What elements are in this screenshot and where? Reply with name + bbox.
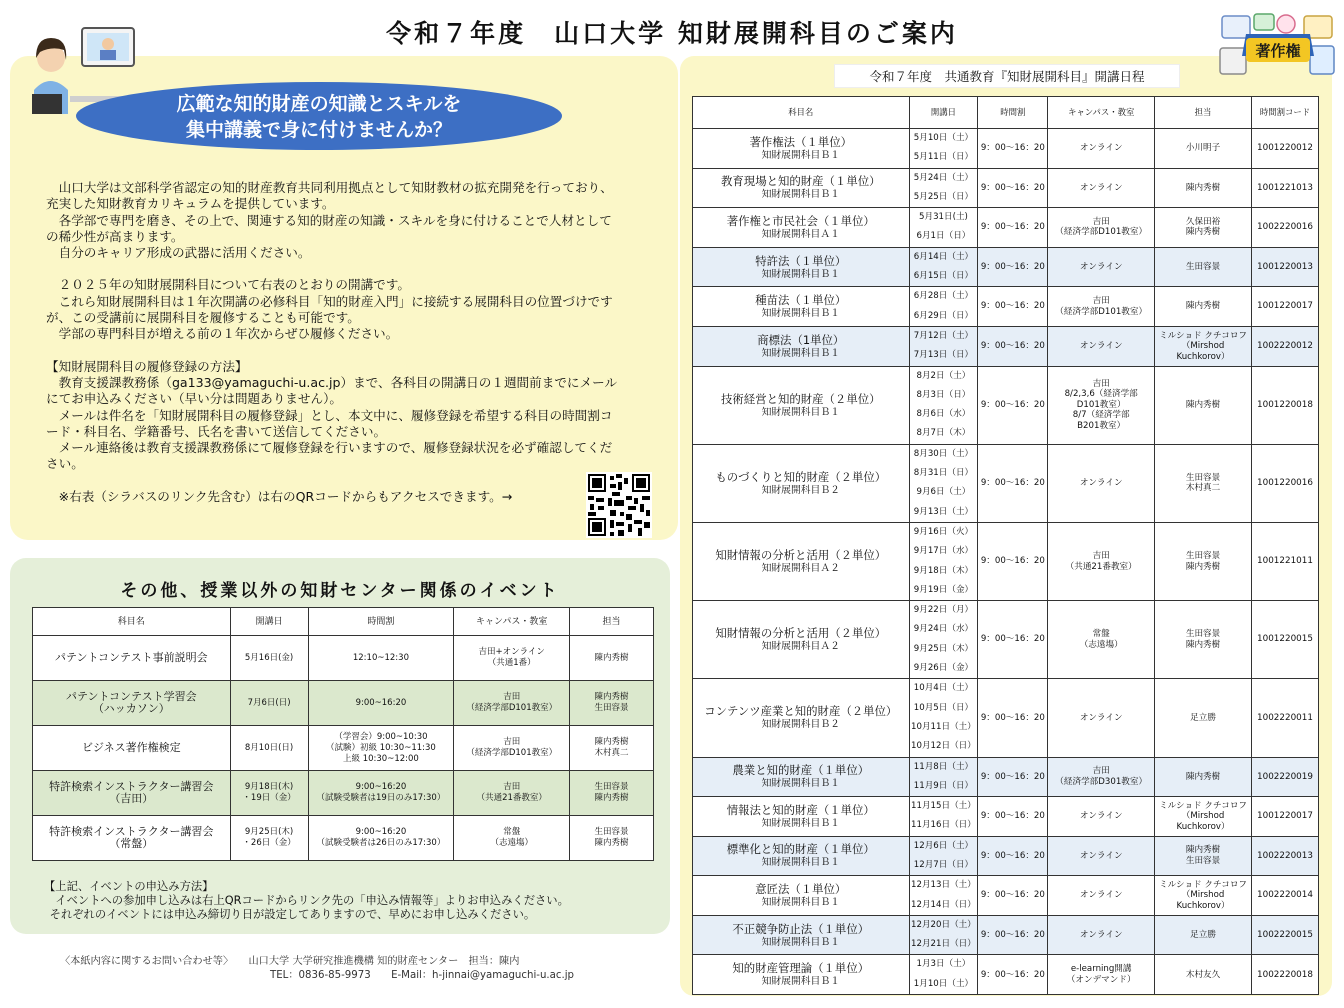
course-code: 1002220016 [1251,208,1318,248]
course-title: コンテンツ産業と知的財産（２単位） [704,704,898,719]
course-time: 9：00～16：20 [978,129,1048,169]
column-header: キャンパス・教室 [1048,97,1155,129]
course-date: 12月21日（日） [911,939,976,950]
registration-heading: 【知財展開科目の履修登録の方法】 [46,358,248,374]
course-staff: 生田容景 [1155,247,1252,287]
course-date: 10月4日（土） [913,683,974,694]
course-category: 知財展開科目Ｂ１ [761,149,840,161]
course-date: 10月12日（日） [911,741,976,752]
event-campus: 吉田 （共通21番教室） [454,771,570,816]
intro-paragraph: 自分のキャリア形成の武器に活用ください。 [58,245,311,261]
course-staff: 陳内秀樹 [1155,366,1252,444]
course-category: 知財展開科目Ｂ２ [761,719,840,731]
course-campus: オンライン [1048,915,1155,955]
course-category: 知財展開科目Ｂ１ [761,857,840,869]
events-header-row [33,608,654,636]
course-campus: 吉田 （経済学部D101教室） [1048,287,1155,327]
course-campus: 吉田 8/2,3,6（経済学部 D101教室） 8/7（経済学部 B201教室） [1048,366,1155,444]
course-staff: 小川明子 [1155,129,1252,169]
course-date: 6月15日（日） [913,271,974,282]
column-header: 時間割 [978,97,1048,129]
course-date: 7月12日（土） [913,330,974,341]
course-staff: 陳内秀樹 [1155,287,1252,327]
schedule-row [693,915,1319,955]
schedule-row [693,836,1319,876]
event-row [33,726,654,771]
schedule-row [693,444,1319,522]
contact-line-2: TEL：0836-85-9973 E-Mail：h-jinnai@yamaguchi-u.ac.jp [270,970,575,981]
event-name: ビジネス著作権検定 [33,726,231,771]
column-header: 担当 [1155,97,1252,129]
course-category: 知財展開科目Ｂ２ [761,484,840,496]
course-category: 知財展開科目Ａ１ [761,228,840,240]
course-date: 11月9日（日） [913,780,974,791]
column-header: 時間割コード [1251,97,1318,129]
course-title: ものづくりと知的財産（２単位） [715,469,887,484]
intro-text [46,180,624,505]
course-code: 1001221011 [1251,522,1318,600]
course-date: 9月25日（木） [913,643,974,654]
events-note: イベントへの参加申し込みは右上QRコードからリンク先の「申込み情報等」よりお申込みください。 [55,894,569,907]
event-row [33,816,654,861]
course-date: 11月15日（土） [911,801,976,812]
event-date: 9月18日(木) ・19日（金） [230,771,308,816]
column-header: 担当 [570,608,654,636]
course-date: 9月19日（金） [913,584,974,595]
course-time: 9：00～16：20 [978,287,1048,327]
course-date: 8月30日（土） [913,448,974,459]
schedule-row [693,287,1319,327]
course-title: 特許法（１単位） [755,253,847,268]
intro-paragraph: メールは件名を「知財展開科目の履修登録」とし、本文中に、履修登録を希望する科目の時間割コード・科目名、学籍番号、氏名を書いて送信してください。 [46,407,613,439]
course-code: 1001220013 [1251,247,1318,287]
course-date: 6月14日（土） [913,251,974,262]
course-name [693,444,910,522]
course-date: 5月24日（土） [913,172,974,183]
course-staff: 木村友久 [1155,955,1252,995]
course-dates [909,129,978,169]
contact-info [60,955,574,983]
intro-paragraph: ２０２５年の知財展開科目について右表のとおりの開講です。 [58,277,410,293]
course-date: 8月6日（水） [916,409,971,420]
course-dates [909,757,978,797]
course-date: 1月3日（土） [916,959,971,970]
course-date: 5月31日(土) [919,212,968,223]
course-time: 9：00～16：20 [978,757,1048,797]
course-date: 7月13日（日） [913,350,974,361]
course-time: 9：00～16：20 [978,876,1048,916]
event-date: 5月16日(金) [230,636,308,681]
event-row [33,681,654,726]
course-name [693,955,910,995]
course-date: 6月29日（日） [913,310,974,321]
events-title: その他、授業以外の知財センター関係のイベント [120,581,560,601]
course-code: 1001220017 [1251,797,1318,837]
course-name [693,876,910,916]
course-title: 知的財産管理論（１単位） [732,961,870,976]
event-staff: 陳内秀樹 生田容景 [570,681,654,726]
course-campus: 吉田 （共通21番教室） [1048,522,1155,600]
course-category: 知財展開科目Ｂ１ [761,897,840,909]
course-date: 11月8日（土） [913,761,974,772]
hero-line-2: 集中講義で身に付けませんか？ [185,119,452,141]
course-date: 6月1日（日） [916,231,971,242]
course-time: 9：00～16：20 [978,208,1048,248]
course-code: 1002220013 [1251,836,1318,876]
course-time: 9：00～16：20 [978,836,1048,876]
course-name [693,915,910,955]
course-date: 9月16日（火） [913,526,974,537]
course-date: 12月14日（日） [911,899,976,910]
event-time: 9:00~16:20 （試験受験者は19日のみ17:30） [308,771,454,816]
course-campus: オンライン [1048,444,1155,522]
course-campus: e-learning開講 （オンデマンド） [1048,955,1155,995]
schedule-row [693,208,1319,248]
course-name [693,836,910,876]
intro-paragraph: メール連絡後は教育支援課教務係にて履修登録を行いますので、履修登録状況を必ず確認してください。 [46,440,613,472]
course-category: 知財展開科目Ｂ１ [761,817,840,829]
intro-paragraph: 各学部で専門を磨き、その上で、関連する知的財産の知識・スキルを身に付けることで人材としての稀少性が高まります。 [46,212,612,244]
qr-note: ※右表（シラバスのリンク先含む）は右のQRコードからもアクセスできます。→ [58,488,513,504]
course-dates [909,679,978,757]
course-code: 1002220014 [1251,876,1318,916]
event-staff: 生田容景 陳内秀樹 [570,771,654,816]
course-staff: 陳内秀樹 生田容景 [1155,836,1252,876]
course-dates [909,366,978,444]
course-title: 標準化と知的財産（１単位） [726,842,875,857]
course-date: 9月18日（木） [913,565,974,576]
course-category: 知財展開科目Ａ２ [761,563,840,575]
course-date: 1月10日（土） [913,978,974,989]
course-category: 知財展開科目Ｂ１ [761,976,840,988]
event-date: 9月25日(木) ・26日（金） [230,816,308,861]
event-time: 9:00~16:20 [308,681,454,726]
course-staff: 陳内秀樹 [1155,168,1252,208]
course-name [693,757,910,797]
course-staff: ミルショド クチコロフ （Mirshod Kuchkorov） [1155,876,1252,916]
course-time: 9：00～16：20 [978,915,1048,955]
event-name: 特許検索インストラクター講習会 （吉田） [33,771,231,816]
course-name [693,247,910,287]
course-date: 8月3日（日） [916,389,971,400]
events-notes-heading: 【上記、イベントの申込み方法】 [44,880,214,893]
course-date: 10月11日（土） [911,721,976,732]
course-date: 10月5日（日） [913,702,974,713]
column-header: 開講日 [909,97,978,129]
course-dates [909,326,978,366]
course-dates [909,287,978,327]
course-campus: オンライン [1048,836,1155,876]
mascot-label: 著作権 [1255,42,1301,60]
course-campus: 常盤 （志遠塲） [1048,601,1155,679]
schedule-row [693,601,1319,679]
schedule-header-row [693,97,1319,129]
course-dates [909,208,978,248]
schedule-row [693,797,1319,837]
schedule-table [692,96,1319,995]
course-dates [909,836,978,876]
column-header: キャンパス・教室 [454,608,570,636]
course-date: 11月16日（日） [911,820,976,831]
events-notes [44,880,664,922]
course-date: 9月24日（水） [913,624,974,635]
course-name [693,326,910,366]
course-title: 技術経営と知的財産（２単位） [721,391,881,406]
event-name: パテントコンテスト事前説明会 [33,636,231,681]
course-campus: 吉田 （経済学部D101教室） [1048,208,1155,248]
course-date: 5月10日（土） [913,133,974,143]
course-name [693,522,910,600]
intro-paragraph: 学部の専門科目が増える前の１年次からぜひ履修ください。 [58,326,399,342]
events-table [32,607,654,861]
course-code: 1002220012 [1251,326,1318,366]
schedule-title: 令和７年度 共通教育『知財展開科目』開講日程 [834,64,1180,88]
course-category: 知財展開科目Ｂ１ [761,347,840,359]
course-code: 1001220015 [1251,601,1318,679]
course-date: 9月22日（月） [913,605,974,616]
course-dates [909,876,978,916]
course-campus: 吉田 （経済学部D301教室） [1048,757,1155,797]
course-time: 9：00～16：20 [978,797,1048,837]
course-name [693,601,910,679]
course-dates [909,247,978,287]
column-header: 時間割 [308,608,454,636]
course-title: 意匠法（１単位） [755,882,847,897]
page-title: 令和７年度 山口大学 知財展開科目のご案内 [386,19,958,48]
event-campus: 吉田 （経済学部D101教室） [454,681,570,726]
event-campus: 吉田+オンライン （共通1番） [454,636,570,681]
course-staff: 久保田裕 陳内秀樹 [1155,208,1252,248]
course-dates [909,601,978,679]
event-date: 8月10日(日) [230,726,308,771]
course-time: 9：00～16：20 [978,168,1048,208]
course-category: 知財展開科目Ｂ１ [761,936,840,948]
event-time: 9:00~16:20 （試験受験者は26日のみ17:30） [308,816,454,861]
course-date: 12月7日（日） [913,859,974,870]
course-dates [909,444,978,522]
course-dates [909,915,978,955]
course-title: 知財情報の分析と活用（２単位） [715,548,887,563]
course-staff: ミルショド クチコロフ （Mirshod Kuchkorov） [1155,797,1252,837]
course-name [693,208,910,248]
events-note: それぞれのイベントには申込み締切り日が設定してありますので、早めにお申し込みください。 [49,908,536,921]
column-header: 科目名 [33,608,231,636]
course-code: 1001220017 [1251,287,1318,327]
course-category: 知財展開科目Ｂ１ [761,778,840,790]
intro-paragraph: これら知財展開科目は１年次開講の必修科目「知的財産入門」に接続する展開科目の位置づけですが、この受講前に展開科目を履修することも可能です。 [46,293,613,326]
contact-line-1: 〈本紙内容に関するお問い合わせ等〉 山口大学 大学研究推進機構 知的財産センター 担当：陳内 [60,956,520,967]
course-staff: 足立勝 [1155,915,1252,955]
course-title: 不正競争防止法（１単位） [732,921,870,936]
course-date: 9月6日（土） [916,487,971,498]
course-code: 1001220012 [1251,129,1318,169]
course-campus: オンライン [1048,168,1155,208]
qr-code[interactable] [586,472,652,538]
intro-paragraph: 教育支援課教務係（ga133@yamaguchi-u.ac.jp）まで、各科目の開講日の１週間前までにメールにてお申込みください（早い分は問題ありません）。 [46,374,618,407]
course-date: 9月13日（土） [913,506,974,517]
course-staff: 足立勝 [1155,679,1252,757]
schedule-row [693,326,1319,366]
course-title: 情報法と知的財産（１単位） [726,802,875,817]
schedule-row [693,679,1319,757]
event-name: 特許検索インストラクター講習会 （常盤） [33,816,231,861]
course-staff: 生田容景 陳内秀樹 [1155,522,1252,600]
course-staff: 生田容景 陳内秀樹 [1155,601,1252,679]
schedule-row [693,876,1319,916]
course-date: 6月28日（土） [913,291,974,302]
course-code: 1001221013 [1251,168,1318,208]
schedule-row [693,168,1319,208]
course-dates [909,955,978,995]
course-time: 9：00～16：20 [978,522,1048,600]
course-date: 12月6日（土） [913,840,974,851]
course-campus: オンライン [1048,797,1155,837]
course-code: 1001220018 [1251,366,1318,444]
course-campus: オンライン [1048,129,1155,169]
course-code: 1002220019 [1251,757,1318,797]
event-name: パテントコンテスト学習会 （ハッカソン） [33,681,231,726]
course-title: 著作権法（１単位） [749,134,853,149]
course-date: 5月11日（日） [913,152,974,163]
course-title: 種苗法（１単位） [755,293,847,308]
course-staff: 陳内秀樹 [1155,757,1252,797]
course-time: 9：00～16：20 [978,955,1048,995]
course-date: 5月25日（日） [913,191,974,202]
course-campus: オンライン [1048,247,1155,287]
course-date: 12月20日（土） [911,919,976,930]
course-date: 8月2日（土） [916,370,971,381]
course-dates [909,797,978,837]
course-name [693,287,910,327]
course-title: 著作権と市民社会（１単位） [726,213,875,228]
course-date: 8月7日（木） [916,428,971,439]
course-time: 9：00～16：20 [978,247,1048,287]
event-time: 12:10~12:30 [308,636,454,681]
course-name [693,168,910,208]
column-header: 開講日 [230,608,308,636]
event-time: （学習会）9:00~10:30 （試験）初級 10:30~11:30 上級 10:30~12:00 [308,726,454,771]
course-date: 9月17日（水） [913,546,974,557]
course-code: 1002220011 [1251,679,1318,757]
event-staff: 生田容景 陳内秀樹 [570,816,654,861]
course-date: 8月31日（日） [913,468,974,479]
schedule-row [693,366,1319,444]
course-category: 知財展開科目Ｂ１ [761,268,840,280]
course-time: 9：00～16：20 [978,366,1048,444]
schedule-row [693,522,1319,600]
course-name [693,366,910,444]
schedule-row [693,247,1319,287]
course-staff: 生田容景 木村真二 [1155,444,1252,522]
event-row [33,771,654,816]
course-code: 1001220016 [1251,444,1318,522]
course-date: 9月26日（金） [913,663,974,674]
course-name [693,679,910,757]
course-title: 知財情報の分析と活用（２単位） [715,626,887,641]
course-time: 9：00～16：20 [978,326,1048,366]
course-category: 知財展開科目Ｂ１ [761,406,840,418]
course-category: 知財展開科目Ａ２ [761,641,840,653]
copyright-mascot-icon [1218,10,1338,78]
event-campus: 吉田 （経済学部D101教室） [454,726,570,771]
schedule-row [693,955,1319,995]
course-category: 知財展開科目Ｂ１ [761,308,840,320]
schedule-row [693,129,1319,169]
course-name [693,797,910,837]
course-campus: オンライン [1048,876,1155,916]
event-date: 7月6日(日) [230,681,308,726]
event-staff: 陳内秀樹 木村真二 [570,726,654,771]
course-staff: ミルショド クチコロフ （Mirshod Kuchkorov） [1155,326,1252,366]
course-date: 12月13日（土） [911,880,976,891]
hero-banner [76,82,562,150]
column-header: 科目名 [693,97,910,129]
course-category: 知財展開科目Ｂ１ [761,189,840,201]
course-time: 9：00～16：20 [978,679,1048,757]
schedule-row [693,757,1319,797]
course-name [693,129,910,169]
course-code: 1002220018 [1251,955,1318,995]
event-campus: 常盤 （志遠塲） [454,816,570,861]
course-title: 農業と知的財産（１単位） [732,763,870,778]
course-title: 商標法（1単位） [757,332,845,347]
course-campus: オンライン [1048,326,1155,366]
course-time: 9：00～16：20 [978,444,1048,522]
event-row [33,636,654,681]
course-code: 1002220015 [1251,915,1318,955]
course-dates [909,168,978,208]
course-time: 9：00～16：20 [978,601,1048,679]
course-campus: オンライン [1048,679,1155,757]
course-dates [909,522,978,600]
intro-paragraph: 山口大学は文部科学省認定の知的財産教育共同利用拠点として知財教材の拡充開発を行っており、充実した知財教育カリキュラムを提供しています。 [46,180,613,212]
course-title: 教育現場と知的財産（１単位） [721,174,881,189]
event-staff: 陳内秀樹 [570,636,654,681]
hero-line-1: 広範な知的財産の知識とスキルを [176,93,462,115]
